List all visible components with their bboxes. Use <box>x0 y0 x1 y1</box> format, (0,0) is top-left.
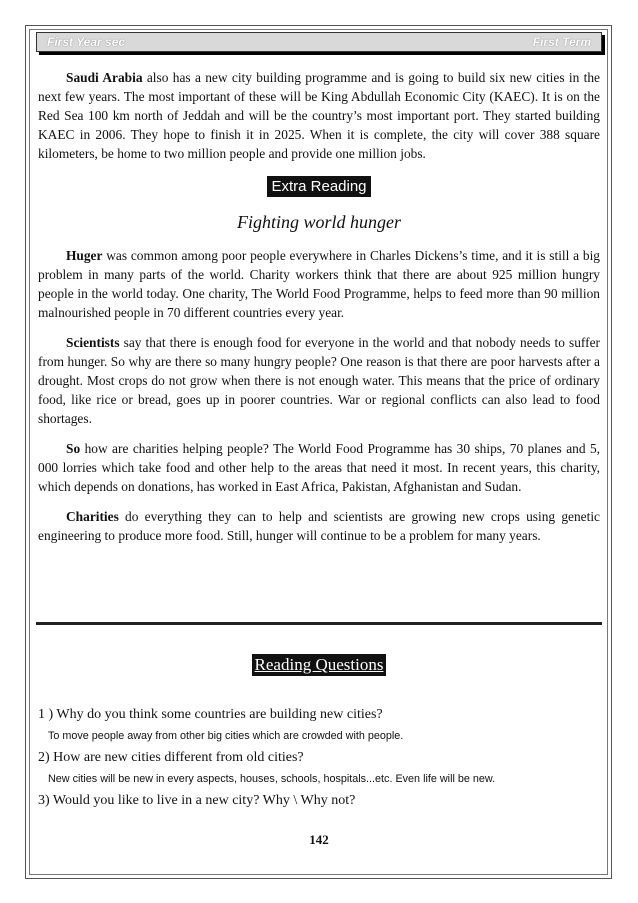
answer-2: New cities will be new in every aspects, houses, schools, hospitals...etc. Even life will be new. <box>48 773 496 785</box>
story-paragraph-1 <box>38 246 600 322</box>
reading-questions-heading-wrap <box>38 654 600 676</box>
page-header <box>36 32 602 52</box>
section-divider <box>36 622 602 625</box>
paragraph-lead: Scientists <box>66 335 120 350</box>
intro-lead: Saudi Arabia <box>66 70 143 85</box>
page-number: 142 <box>309 832 329 847</box>
intro-text: also has a new city building programme and is going to build six new cities in the next few years. The most important of these will be King Abdullah Economic City (KAEC). It is on the Red Sea 100 km north of Jeddah and will be the country’s most important port. They started building KAEC in 2006. They hope to finish it in 2025. When it is complete, the city will cover 388 square kilometers, be home to two million people and provide one million jobs. <box>38 70 600 161</box>
paragraph-text: do everything they can to help and scientists are growing new crops using genetic engineering to produce more food. Still, hunger will continue to be a problem for many years. <box>38 509 600 543</box>
question-1: 1 ) Why do you think some countries are building new cities? <box>38 707 383 722</box>
page-content <box>38 68 600 545</box>
paragraph-text: was common among poor people everywhere in Charles Dickens’s time, and it is still a big problem in many parts of the world. Charity workers think that there are about 925 million hungry people in the world today. One charity, The World Food Programme, helps to feed more than 90 million malnourished people in 70 different countries every year. <box>38 248 600 320</box>
question-2: 2) How are new cities different from old cities? <box>38 750 304 765</box>
paragraph-lead: So <box>66 441 81 456</box>
story-paragraph-3 <box>38 439 600 496</box>
paragraph-lead: Charities <box>66 509 119 524</box>
extra-reading-heading-wrap <box>38 176 600 197</box>
reading-questions-heading: Reading Questions <box>252 654 387 676</box>
intro-paragraph <box>38 68 600 163</box>
question-3: 3) Would you like to live in a new city? Why \ Why not? <box>38 793 356 808</box>
extra-reading-heading: Extra Reading <box>267 176 370 197</box>
questions-list <box>38 705 600 811</box>
paragraph-text: say that there is enough food for everyone in the world and that nobody needs to suffer from hunger. So why are there so many hungry people? One reason is that there are poor harvests after a drought. Most crops do not grow when there is not enough water. This means that the price of ordinary food, like rice or bread, goes up in poorer countries. War or regional conflicts can also lead to food shortages. <box>38 335 600 426</box>
answer-1: To move people away from other big cities which are crowded with people. <box>48 730 404 742</box>
paragraph-lead: Huger <box>66 248 103 263</box>
story-paragraph-4 <box>38 507 600 545</box>
story-paragraph-2 <box>38 333 600 428</box>
header-right: First Term <box>532 35 591 49</box>
story-title: Fighting world hunger <box>236 212 401 232</box>
header-left: First Year sec <box>47 35 126 49</box>
paragraph-text: how are charities helping people? The World Food Programme has 30 ships, 70 planes and 5, 000 lorries which take food and other help to the areas that need it most. In recent years, this charity, which depends on donations, has worked in East Africa, Pakistan, Afghanistan and Sudan. <box>38 441 600 494</box>
